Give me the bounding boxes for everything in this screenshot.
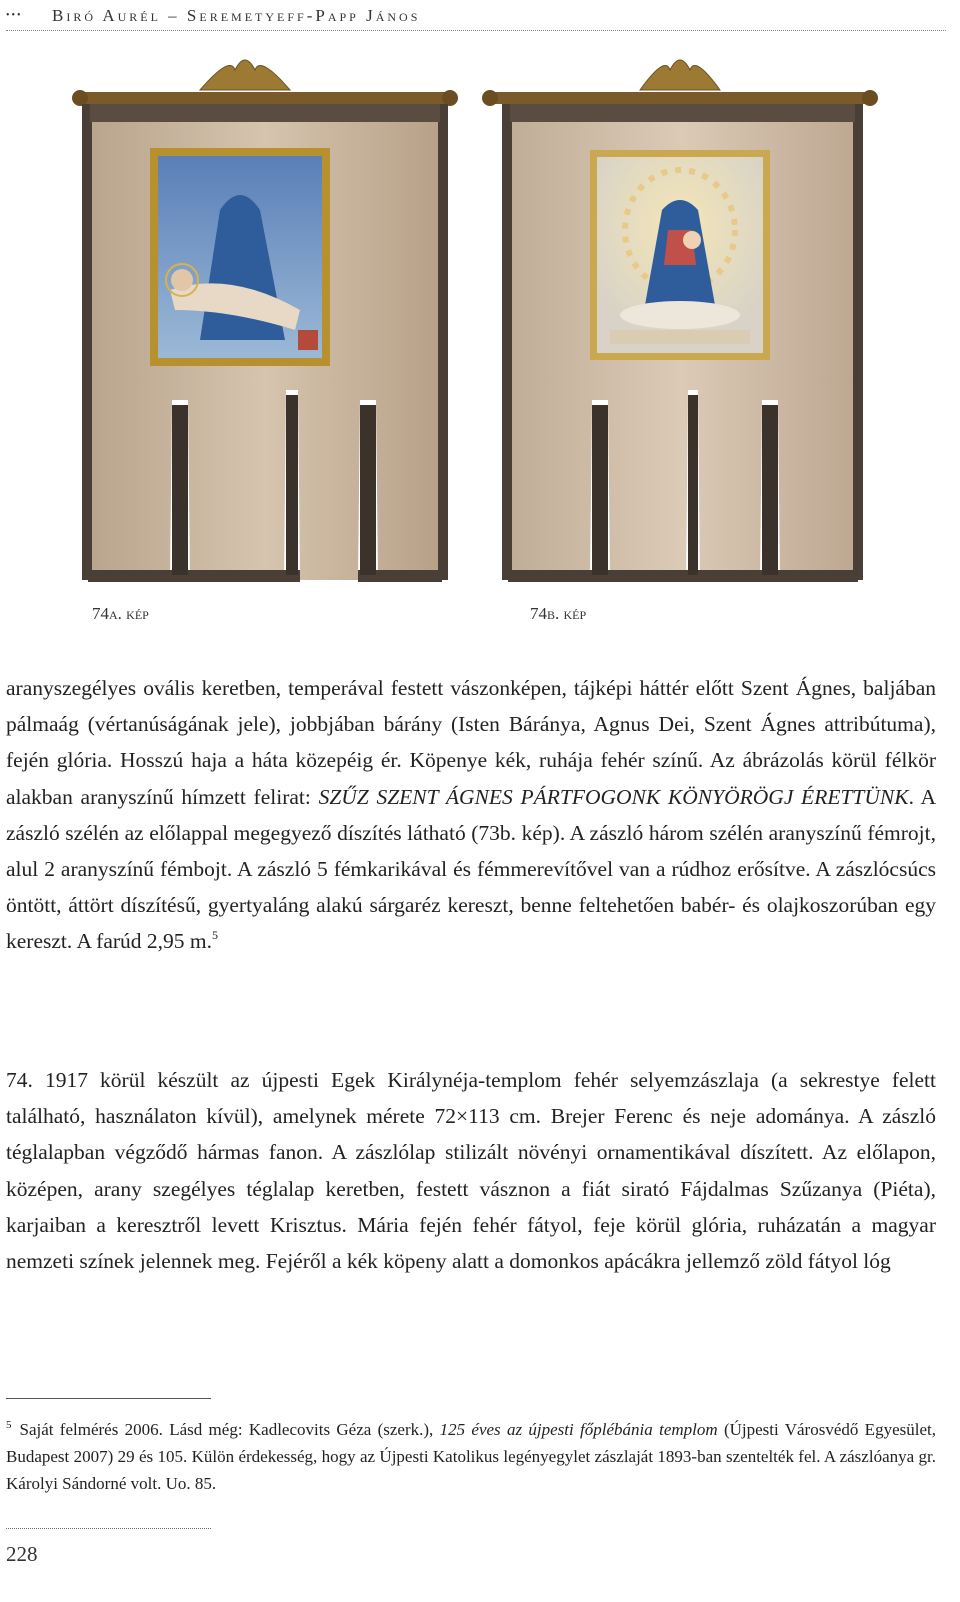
banner-photo-a [60, 40, 480, 600]
body-paragraph-1 [6, 670, 936, 960]
footnote-reference[interactable]: 5 [212, 928, 218, 943]
footnote-number: 5 [6, 1419, 12, 1431]
footnote-text-a: Saját felmérés 2006. Lásd még: Kadlecovits Géza (szerk.), [19, 1420, 440, 1439]
figure-caption-a: 74a. kép [92, 604, 149, 623]
paragraph-1-text-b: . A zászló szélén az előlappal megegyező díszítés látható (73b. kép). A zászló három szélén aranyszínű fémrojt, alul 2 aranyszínű fémbojt. A zászló 5 fémkarikával és fémmerevítővel van a rúdhoz erősítve. A zászlócsúcs öntött, áttört díszítésű, gyertyaláng alakú sárgaréz kereszt, benne feltehetően babér- és olajkoszorúban egy kereszt. A farúd 2,95 m. [6, 784, 936, 954]
body-paragraph-2 [6, 1062, 936, 1279]
running-header [6, 4, 946, 31]
paragraph-1-text-a: aranyszegélyes ovális keretben, temperával festett vászonképen, tájképi háttér előtt Szent Ágnes, baljában pálmaág (vértanúságának jele), jobbjában bárány (Isten Báránya, Agnus Dei, Szent Ágnes attribútuma), fején glória. Hosszú haja a háta közepéig ér. Köpenye kék, ruhája fehér színű. Az ábrázolás körül félkör alakban aranyszínű hímzett felirat: [6, 676, 936, 809]
banner-inscription: SZŰZ SZENT ÁGNES PÁRTFOGONK KÖNYÖRÖGJ ÉRETTÜNK [318, 784, 909, 809]
footnote-divider [6, 1398, 211, 1399]
footnote-text-b: (Újpesti Városvédő Egyesület, Budapest 2007) 29 és 105. Külön érdekesség, hogy az Újpesti Katolikus legényegylet zászlaját 1893-ban szentelték fel. A zászlóanya gr. Károlyi Sándorné volt. Uo. 85. [6, 1420, 936, 1493]
footnote [6, 1412, 936, 1497]
header-ornament: ••• [6, 10, 23, 21]
paragraph-2-text: 74. 1917 körül készült az újpesti Egek Királynéja-templom fehér selyemzászlaja (a sekrestye felett található, használaton kívül), amelynek mérete 72×113 cm. Brejer Ferenc és neje adománya. A zászló téglalapban végződő hármas fanon. A zászlólap stilizált növényi ornamentikával díszített. Az előlapon, középen, arany szegélyes téglalap keretben, festett vásznon a fiát sirató Fájdalmas Szűzanya (Piéta), karjaiban a keresztről levett Krisztus. Mária fején fehér fátyol, feje körül glória, ruházatán a magyar nemzeti színek jelennek meg. Fejéről a kék köpeny alatt a domonkos apácákra jellemző zöld fátyol lóg [6, 1068, 936, 1274]
footnote-book-title: 125 éves az újpesti főplébánia templom [439, 1420, 718, 1439]
figure-caption-b: 74b. kép [530, 604, 587, 623]
page-number-divider [6, 1528, 211, 1529]
banner-photo-b [470, 40, 890, 600]
pieta-banner-image [60, 40, 480, 600]
madonna-banner-image [470, 40, 890, 600]
page-number: 228 [6, 1542, 38, 1566]
header-title: Biró Aurél – Seremetyeff-Papp János [52, 6, 421, 25]
